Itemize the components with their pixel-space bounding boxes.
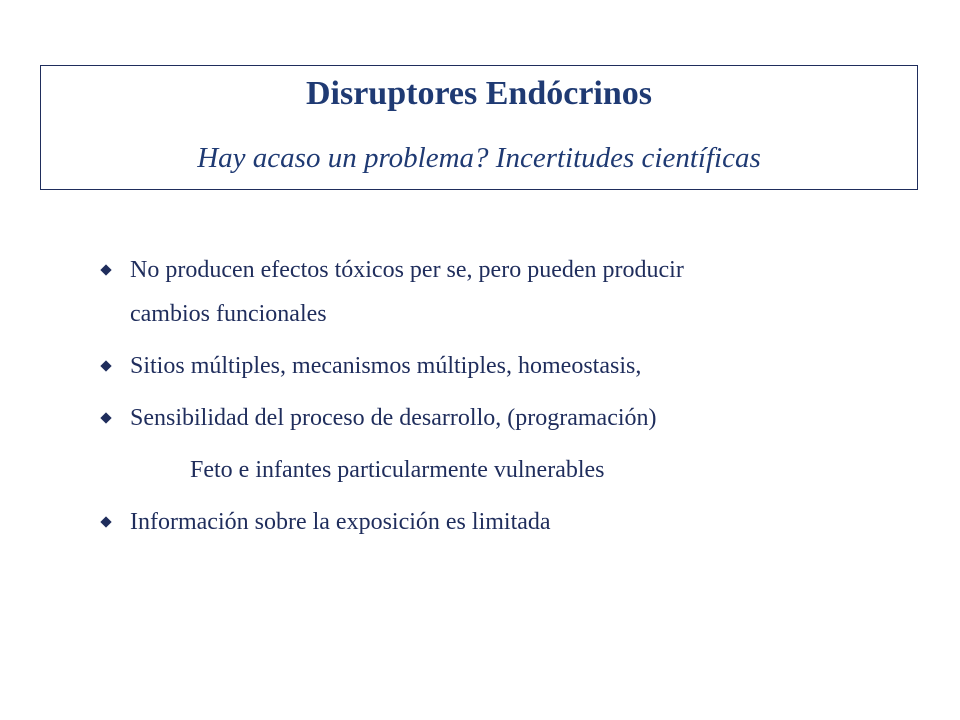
bullet-text: Sensibilidad del proceso de desarrollo, (programación) (130, 405, 657, 431)
bullet-text: cambios funcionales (130, 301, 327, 327)
bullet-text: Sitios múltiples, mecanismos múltiples, homeostasis, (130, 353, 642, 379)
bullet-list (96, 248, 916, 544)
bullet-item (96, 500, 916, 544)
slide-subtitle: Hay acaso un problema? Incertitudes científicas (197, 142, 761, 174)
title-box (40, 65, 918, 190)
bullet-item (96, 396, 916, 440)
diamond-bullet-icon (100, 360, 111, 371)
indented-note: Feto e infantes particularmente vulnerables (190, 457, 605, 483)
bullet-text: No producen efectos tóxicos per se, pero pueden producir (130, 257, 684, 283)
diamond-bullet-icon (100, 412, 111, 423)
diamond-bullet-icon (100, 264, 111, 275)
slide-title: Disruptores Endócrinos (305, 75, 653, 112)
diamond-bullet-icon (100, 516, 111, 527)
bullet-item (96, 344, 916, 388)
bullet-item (96, 248, 916, 336)
bullet-text: Información sobre la exposición es limitada (130, 509, 551, 535)
